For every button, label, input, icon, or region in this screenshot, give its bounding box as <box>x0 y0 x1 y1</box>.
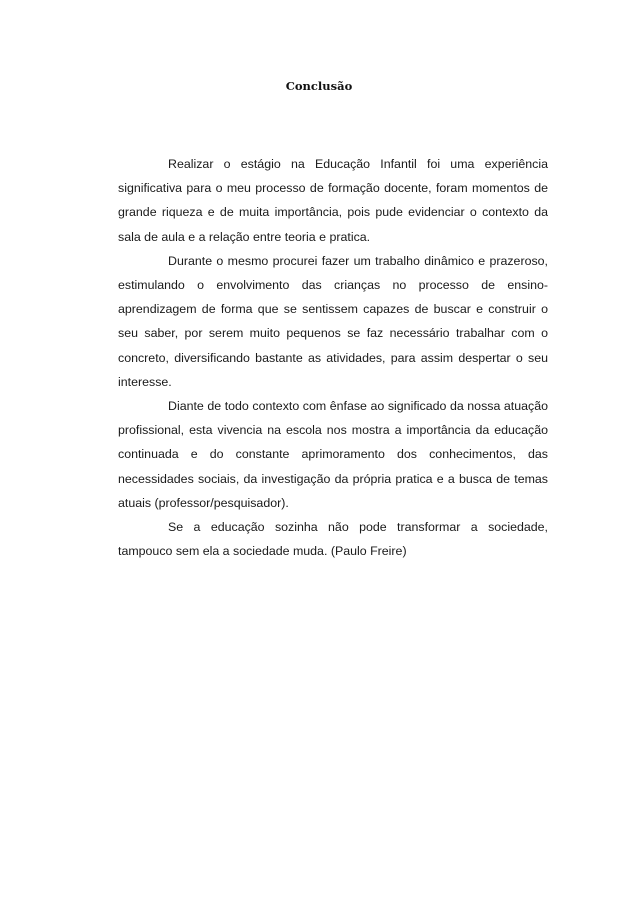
page-title: Conclusão <box>285 79 353 93</box>
paragraph-3: Diante de todo contexto com ênfase ao significado da nossa atuação profissional, esta vivencia na escola nos mostra a importância da educação continuada e do constante aprimoramento dos conhecimentos, das necessidades sociais, da investigação da própria pratica e a busca de temas atuais (professor/pesquisador). <box>118 399 548 510</box>
document-body <box>118 152 548 563</box>
paragraph-4: Se a educação sozinha não pode transformar a sociedade, tampouco sem ela a sociedade muda. (Paulo Freire) <box>118 520 548 559</box>
paragraph-2: Durante o mesmo procurei fazer um trabalho dinâmico e prazeroso, estimulando o envolvimento das crianças no processo de ensino- aprendizagem de forma que se sentissem capazes de buscar e construir o seu saber, por serem muito pequenos se faz necessário trabalhar com o concreto, diversificando bastante as atividades, para assim despertar o seu interesse. <box>118 253 548 389</box>
paragraph-1: Realizar o estágio na Educação Infantil foi uma experiência significativa para o meu processo de formação docente, foram momentos de grande riqueza e de muita importância, pois pude evidenciar o contexto da sala de aula e a relação entre teoria e pratica. <box>118 157 548 244</box>
